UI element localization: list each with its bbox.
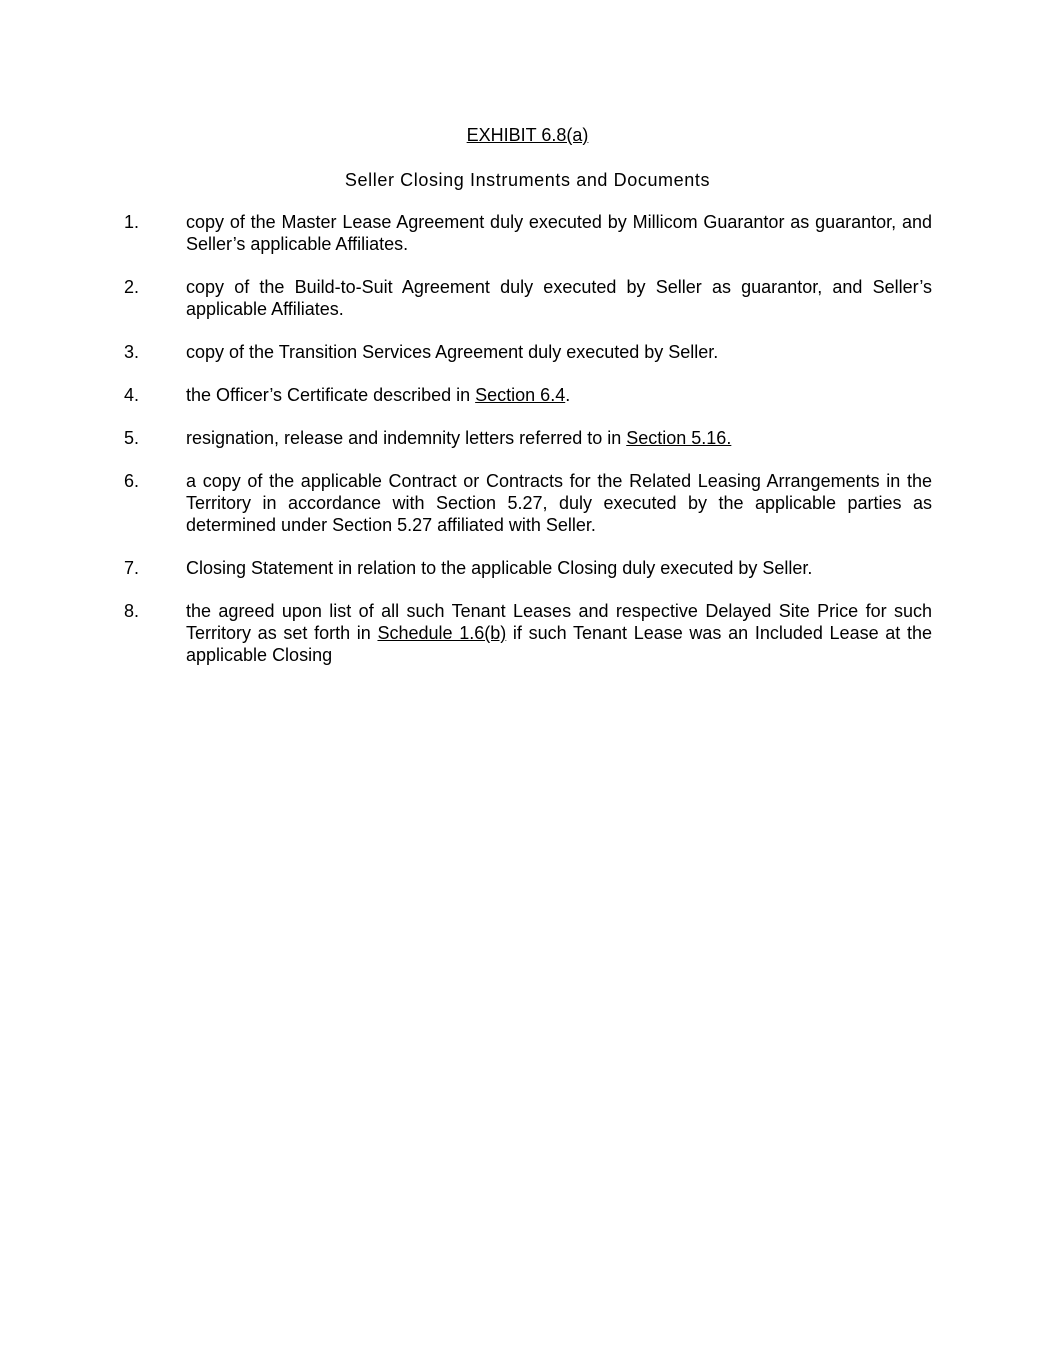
list-item xyxy=(124,470,932,536)
item-text: a copy of the applicable Contract or Contracts for the Related Leasing Arrangements in the Territory in accordance with Section 5.27, duly executed by the applicable parties as determined under Section 5.27 affiliated with Seller. xyxy=(186,471,932,535)
list-item xyxy=(124,384,932,406)
item-number: 4. xyxy=(124,385,140,405)
list-item xyxy=(124,276,932,320)
list-item xyxy=(124,600,932,666)
section-reference: Section 5.16. xyxy=(626,428,732,448)
item-number: 8. xyxy=(124,601,140,621)
schedule-reference: Schedule 1.6(b) xyxy=(377,623,507,643)
item-text-after: . xyxy=(565,385,571,405)
item-number: 3. xyxy=(124,342,140,362)
item-number: 2. xyxy=(124,277,140,297)
list-item xyxy=(124,427,932,449)
exhibit-title xyxy=(0,124,1055,146)
item-number: 1. xyxy=(124,212,140,232)
item-number: 5. xyxy=(124,428,140,448)
list-item xyxy=(124,557,932,579)
item-text-after: if such Tenant Lease was an Included Lease at the applicable Closing xyxy=(186,623,932,665)
item-text-before: the Officer’s Certificate described in xyxy=(186,385,476,405)
list-item xyxy=(124,211,932,255)
item-text: copy of the Master Lease Agreement duly executed by Millicom Guarantor as guarantor, and Seller’s applicable Affiliates. xyxy=(186,212,932,254)
list-item xyxy=(124,341,932,363)
exhibit-subtitle: Seller Closing Instruments and Documents xyxy=(344,170,711,190)
item-text: Closing Statement in relation to the applicable Closing duly executed by Seller. xyxy=(186,558,813,578)
item-text: copy of the Transition Services Agreement duly executed by Seller. xyxy=(186,342,719,362)
item-text: copy of the Build-to-Suit Agreement duly executed by Seller as guarantor, and Seller’s applicable Affiliates. xyxy=(186,277,932,319)
item-number: 7. xyxy=(124,558,140,578)
section-reference: Section 6.4 xyxy=(475,385,566,405)
item-text-before: resignation, release and indemnity letters referred to in xyxy=(186,428,627,448)
item-number: 6. xyxy=(124,471,140,491)
exhibit-title-text: EXHIBIT 6.8(a) xyxy=(466,125,589,145)
closing-documents-list xyxy=(124,211,932,687)
item-text-before: the agreed upon list of all such Tenant Leases and respective Delayed Site Price for such Territory as set forth in xyxy=(186,601,932,643)
